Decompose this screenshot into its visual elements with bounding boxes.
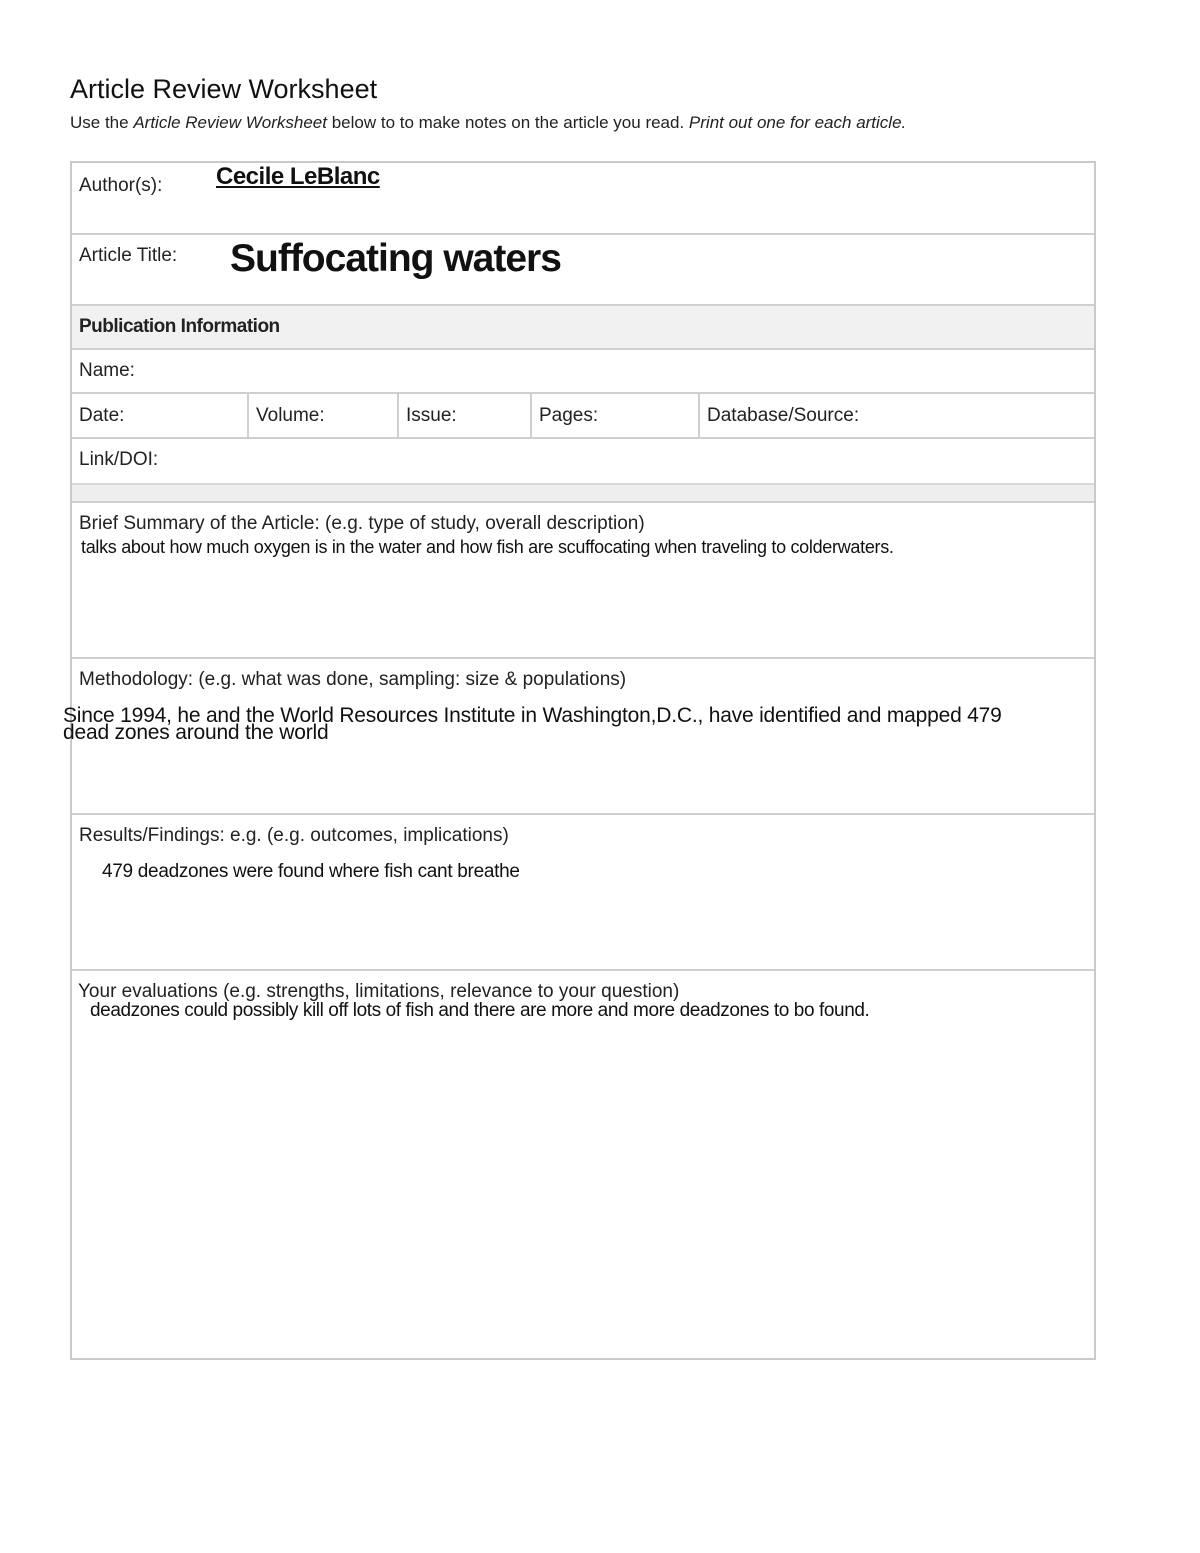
instructions-part1: Use the — [70, 113, 134, 132]
page-title: Article Review Worksheet — [70, 74, 378, 104]
author-row[interactable] — [72, 163, 1094, 235]
database-cell[interactable] — [700, 394, 1094, 437]
link-label: Link/DOI: — [79, 449, 159, 470]
author-label: Author(s): — [79, 175, 163, 196]
author-value[interactable]: Cecile LeBlanc — [216, 163, 380, 190]
results-section[interactable] — [72, 815, 1094, 971]
evaluation-section[interactable] — [72, 971, 1094, 1358]
name-row[interactable] — [72, 350, 1094, 394]
issue-label: Issue: — [406, 405, 457, 426]
instructions-italic-worksheet: Article Review Worksheet — [133, 113, 327, 132]
name-label: Name: — [79, 360, 135, 381]
instructions-text — [70, 113, 906, 133]
summary-answer[interactable]: talks about how much oxygen is in the water and how fish are scuffocating when traveling to colderwaters. — [81, 537, 894, 557]
link-row[interactable] — [72, 439, 1094, 483]
summary-section[interactable] — [72, 503, 1094, 659]
instructions-part2: below to to make notes on the article you read. — [326, 113, 689, 132]
summary-label: Brief Summary of the Article: (e.g. type of study, overall description) — [79, 513, 645, 534]
publication-info-label: Publication Information — [79, 316, 280, 337]
issue-cell[interactable] — [399, 394, 532, 437]
methodology-section[interactable] — [63, 659, 1094, 815]
date-cell[interactable] — [72, 394, 249, 437]
pages-label: Pages: — [539, 405, 599, 426]
pages-cell[interactable] — [532, 394, 700, 437]
article-title-row[interactable] — [72, 235, 1094, 306]
evaluation-label: Your evaluations (e.g. strengths, limitations, relevance to your question) — [78, 981, 680, 1002]
volume-label: Volume: — [256, 405, 325, 426]
instructions-italic-print: Print out one for each article. — [688, 113, 907, 132]
date-volume-row — [72, 394, 1094, 439]
publication-info-header — [72, 306, 1094, 350]
article-title-label: Article Title: — [79, 245, 178, 266]
article-title-value[interactable]: Suffocating waters — [230, 237, 561, 280]
section-divider — [72, 483, 1094, 503]
review-form — [63, 161, 1096, 1360]
methodology-answer[interactable]: Since 1994, he and the World Resources Institute in Washington,D.C., have identified and mapped 479 dead zones around the world — [63, 704, 1002, 744]
volume-cell[interactable] — [249, 394, 399, 437]
results-label: Results/Findings: e.g. (e.g. outcomes, implications) — [79, 825, 509, 846]
database-label: Database/Source: — [707, 405, 860, 426]
methodology-label: Methodology: (e.g. what was done, sampling: size & populations) — [79, 669, 627, 690]
evaluation-answer[interactable]: deadzones could possibly kill off lots of fish and there are more and more deadzones to bo found. — [90, 1000, 870, 1021]
results-answer[interactable]: 479 deadzones were found where fish cant breathe — [102, 861, 520, 882]
date-label: Date: — [79, 405, 125, 426]
